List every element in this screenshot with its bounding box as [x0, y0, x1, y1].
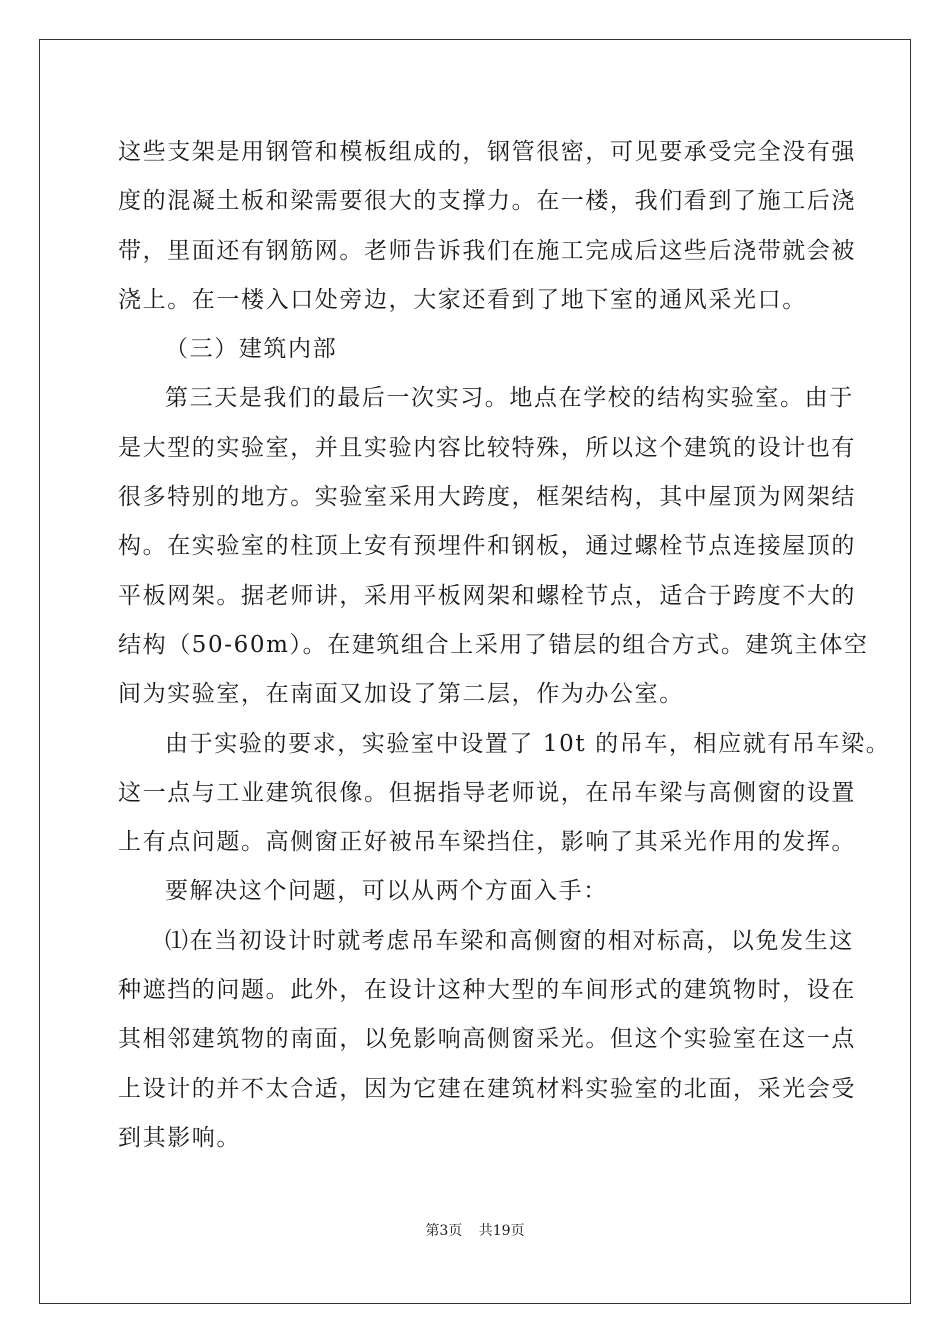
text-line: 第三天是我们的最后一次实习。地点在学校的结构实验室。由于	[165, 385, 854, 412]
text-line: 很多特别的地方。实验室采用大跨度，框架结构，其中屋顶为网架结	[118, 484, 856, 511]
document-body	[118, 128, 891, 1163]
text-line: 度的混凝土板和梁需要很大的支撑力。在一楼，我们看到了施工后浇	[118, 188, 856, 215]
page-number: 第3页	[425, 1223, 463, 1239]
text-line: 构。在实验室的柱顶上安有预埋件和钢板，通过螺栓节点连接屋顶的	[118, 533, 856, 560]
text-line: ⑴在当初设计时就考虑吊车梁和高侧窗的相对标高，以免发生这	[165, 927, 854, 954]
text-line: 到其影响。	[118, 1124, 241, 1151]
section-heading: （三）建筑内部	[165, 336, 338, 363]
text-line: 这一点与工业建筑很像。但据指导老师说，在吊车梁与高侧窗的设置	[118, 779, 856, 806]
text-line: 要解决这个问题，可以从两个方面入手：	[165, 878, 608, 905]
text-line: 浇上。在一楼入口处旁边，大家还看到了地下室的通风采光口。	[118, 286, 807, 313]
page-total: 共19页	[478, 1223, 525, 1239]
text-line: 间为实验室，在南面又加设了第二层，作为办公室。	[118, 681, 684, 708]
text-line: 平板网架。据老师讲，采用平板网架和螺栓节点，适合于跨度不大的	[118, 582, 856, 609]
page-footer	[0, 1220, 950, 1240]
text-line: 结构（50-60m）。在建筑组合上采用了错层的组合方式。建筑主体空	[118, 631, 869, 658]
text-line: 上设计的并不太合适，因为它建在建筑材料实验室的北面，采光会受	[118, 1075, 856, 1102]
text-line: 种遮挡的问题。此外，在设计这种大型的车间形式的建筑物时，设在	[118, 977, 856, 1004]
text-line: 上有点问题。高侧窗正好被吊车梁挡住，影响了其采光作用的发挥。	[118, 829, 856, 856]
text-line: 其相邻建筑物的南面，以免影响高侧窗采光。但这个实验室在这一点	[118, 1026, 856, 1053]
text-line: 带，里面还有钢筋网。老师告诉我们在施工完成后这些后浇带就会被	[118, 237, 856, 264]
text-line: 由于实验的要求，实验室中设置了 10t 的吊车，相应就有吊车梁。	[165, 730, 891, 757]
text-line: 是大型的实验室，并且实验内容比较特殊，所以这个建筑的设计也有	[118, 434, 856, 461]
text-line: 这些支架是用钢管和模板组成的，钢管很密，可见要承受完全没有强	[118, 139, 856, 165]
